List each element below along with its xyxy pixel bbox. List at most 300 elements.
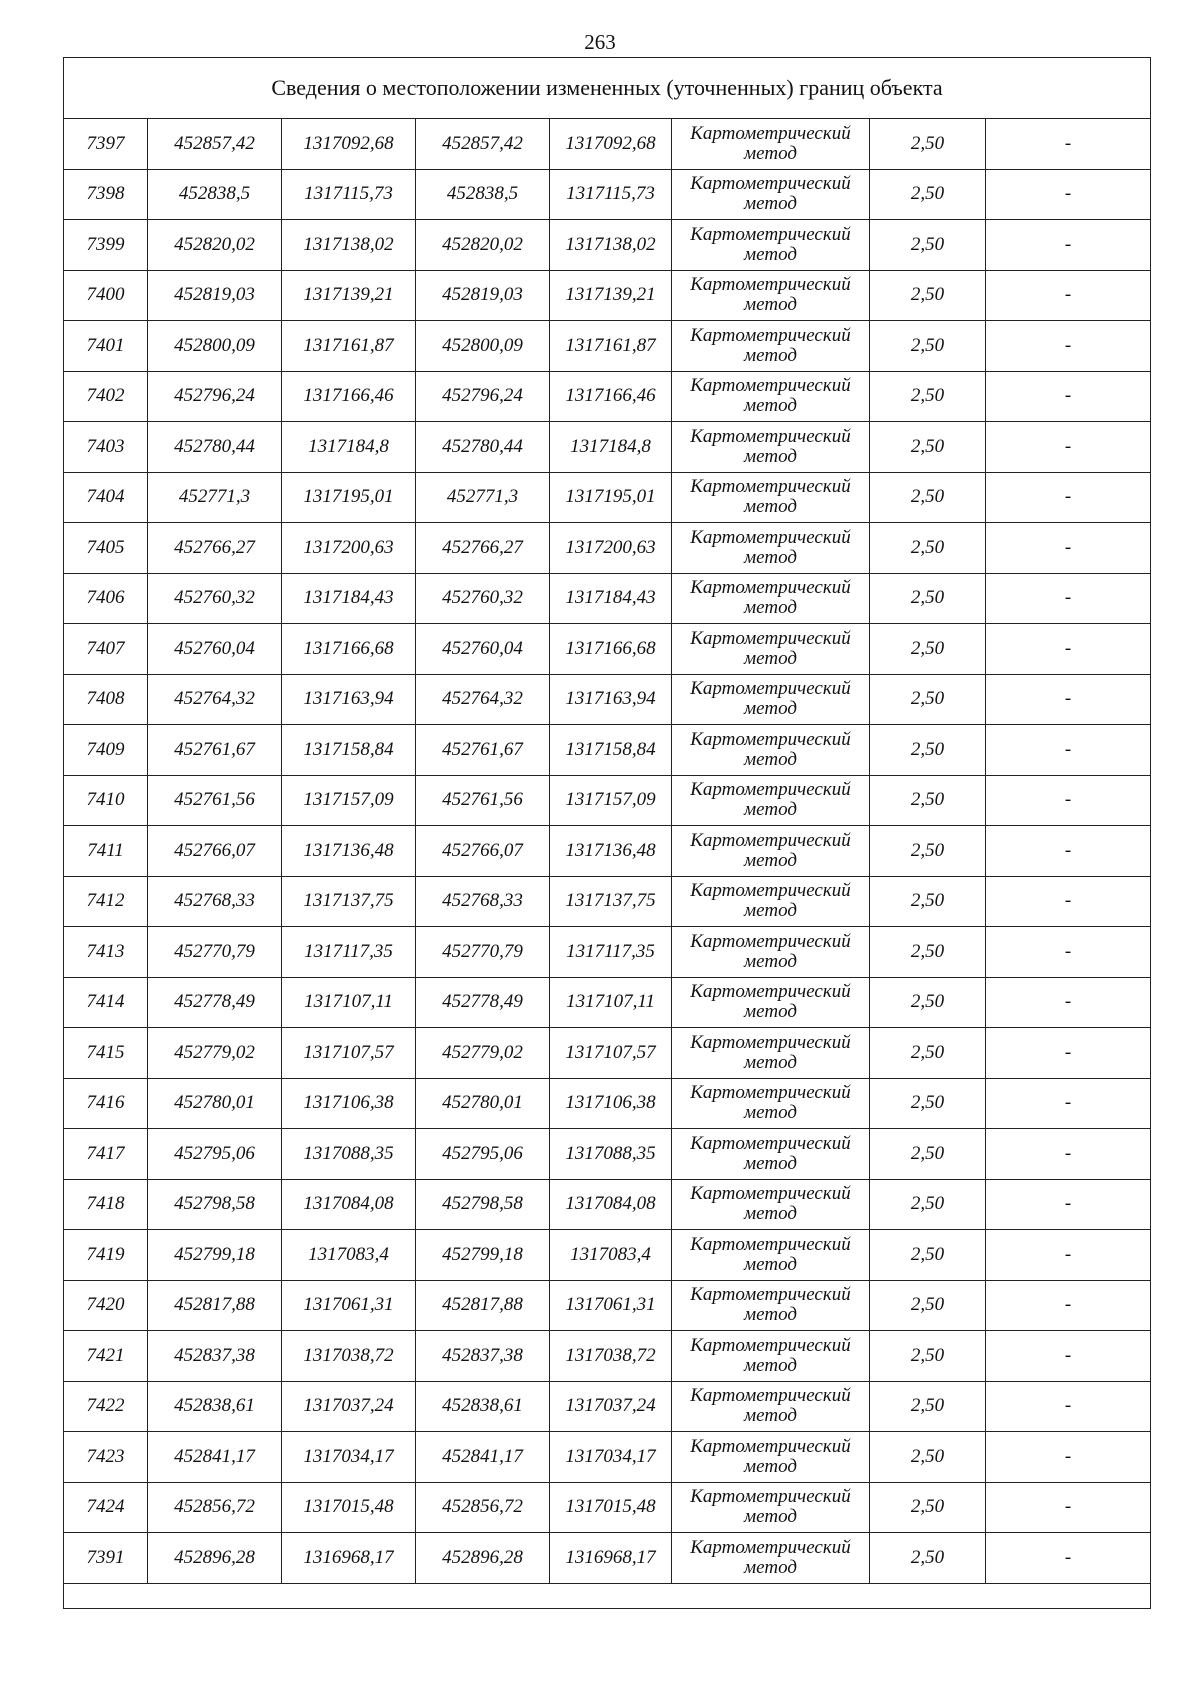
method-cell — [672, 876, 870, 927]
method-line1: Картометрический — [690, 1233, 851, 1255]
x-existing-cell: 452841,17 — [148, 1432, 282, 1483]
y-new-cell: 1317161,87 — [550, 321, 672, 372]
point-number-cell: 7423 — [64, 1432, 148, 1483]
method-cell — [672, 371, 870, 422]
method-line2: метод — [744, 647, 797, 669]
accuracy-cell: 2,50 — [870, 1280, 986, 1331]
point-number-cell: 7417 — [64, 1129, 148, 1180]
point-number-cell: 7416 — [64, 1078, 148, 1129]
x-existing-cell: 452820,02 — [148, 220, 282, 271]
table-row — [64, 725, 1151, 776]
note-cell: - — [986, 977, 1151, 1028]
y-existing-cell: 1317139,21 — [282, 270, 416, 321]
x-existing-cell: 452780,44 — [148, 422, 282, 473]
note-cell: - — [986, 927, 1151, 978]
x-new-cell: 452799,18 — [416, 1230, 550, 1281]
y-new-cell: 1317107,11 — [550, 977, 672, 1028]
y-existing-cell: 1316968,17 — [282, 1533, 416, 1584]
accuracy-cell: 2,50 — [870, 523, 986, 574]
y-new-cell: 1317106,38 — [550, 1078, 672, 1129]
note-cell: - — [986, 321, 1151, 372]
method-line1: Картометрический — [690, 476, 851, 498]
y-new-cell: 1317137,75 — [550, 876, 672, 927]
table-row — [64, 826, 1151, 877]
method-cell — [672, 1533, 870, 1584]
method-cell — [672, 119, 870, 170]
y-existing-cell: 1317138,02 — [282, 220, 416, 271]
method-line2: метод — [744, 344, 797, 366]
method-line1: Картометрический — [690, 324, 851, 346]
table-row — [64, 775, 1151, 826]
method-line1: Картометрический — [690, 1486, 851, 1508]
x-new-cell: 452768,33 — [416, 876, 550, 927]
method-line2: метод — [744, 496, 797, 518]
x-new-cell: 452766,27 — [416, 523, 550, 574]
note-cell: - — [986, 1432, 1151, 1483]
x-new-cell: 452838,5 — [416, 169, 550, 220]
y-new-cell: 1317166,68 — [550, 624, 672, 675]
x-new-cell: 452771,3 — [416, 472, 550, 523]
method-cell — [672, 573, 870, 624]
note-cell: - — [986, 1078, 1151, 1129]
accuracy-cell: 2,50 — [870, 1482, 986, 1533]
x-new-cell: 452764,32 — [416, 674, 550, 725]
table-row — [64, 169, 1151, 220]
method-line2: метод — [744, 1304, 797, 1326]
accuracy-cell: 2,50 — [870, 1179, 986, 1230]
x-existing-cell: 452896,28 — [148, 1533, 282, 1584]
method-line2: метод — [744, 849, 797, 871]
accuracy-cell: 2,50 — [870, 573, 986, 624]
accuracy-cell: 2,50 — [870, 1078, 986, 1129]
table-row — [64, 1078, 1151, 1129]
x-existing-cell: 452779,02 — [148, 1028, 282, 1079]
note-cell: - — [986, 1230, 1151, 1281]
method-line2: метод — [744, 1152, 797, 1174]
point-number-cell: 7397 — [64, 119, 148, 170]
point-number-cell: 7415 — [64, 1028, 148, 1079]
method-line1: Картометрический — [690, 1132, 851, 1154]
table-header: Сведения о местоположении измененных (уточненных) границ объекта — [64, 58, 1151, 119]
x-new-cell: 452800,09 — [416, 321, 550, 372]
method-line1: Картометрический — [690, 627, 851, 649]
note-cell: - — [986, 1331, 1151, 1382]
note-cell: - — [986, 119, 1151, 170]
note-cell: - — [986, 523, 1151, 574]
x-new-cell: 452817,88 — [416, 1280, 550, 1331]
method-cell — [672, 422, 870, 473]
point-number-cell: 7402 — [64, 371, 148, 422]
accuracy-cell: 2,50 — [870, 119, 986, 170]
x-new-cell: 452820,02 — [416, 220, 550, 271]
x-new-cell: 452856,72 — [416, 1482, 550, 1533]
accuracy-cell: 2,50 — [870, 725, 986, 776]
x-new-cell: 452796,24 — [416, 371, 550, 422]
method-line2: метод — [744, 1405, 797, 1427]
accuracy-cell: 2,50 — [870, 927, 986, 978]
x-existing-cell: 452766,27 — [148, 523, 282, 574]
point-number-cell: 7401 — [64, 321, 148, 372]
method-line1: Картометрический — [690, 678, 851, 700]
y-new-cell: 1317166,46 — [550, 371, 672, 422]
table-row — [64, 876, 1151, 927]
method-line1: Картометрический — [690, 577, 851, 599]
table-row — [64, 119, 1151, 170]
accuracy-cell: 2,50 — [870, 1533, 986, 1584]
method-line1: Картометрический — [690, 1031, 851, 1053]
note-cell: - — [986, 371, 1151, 422]
method-line1: Картометрический — [690, 728, 851, 750]
accuracy-cell: 2,50 — [870, 977, 986, 1028]
method-cell — [672, 1482, 870, 1533]
x-new-cell: 452761,56 — [416, 775, 550, 826]
note-cell: - — [986, 1381, 1151, 1432]
x-new-cell: 452770,79 — [416, 927, 550, 978]
x-existing-cell: 452771,3 — [148, 472, 282, 523]
accuracy-cell: 2,50 — [870, 1432, 986, 1483]
y-existing-cell: 1317137,75 — [282, 876, 416, 927]
accuracy-cell: 2,50 — [870, 775, 986, 826]
x-existing-cell: 452798,58 — [148, 1179, 282, 1230]
y-existing-cell: 1317166,46 — [282, 371, 416, 422]
y-existing-cell: 1317184,43 — [282, 573, 416, 624]
point-number-cell: 7403 — [64, 422, 148, 473]
point-number-cell: 7409 — [64, 725, 148, 776]
y-existing-cell: 1317200,63 — [282, 523, 416, 574]
note-cell: - — [986, 220, 1151, 271]
y-new-cell: 1317139,21 — [550, 270, 672, 321]
method-line1: Картометрический — [690, 1284, 851, 1306]
point-number-cell: 7408 — [64, 674, 148, 725]
method-line1: Картометрический — [690, 1183, 851, 1205]
method-line1: Картометрический — [690, 829, 851, 851]
method-cell — [672, 927, 870, 978]
y-existing-cell: 1317061,31 — [282, 1280, 416, 1331]
method-line2: метод — [744, 1203, 797, 1225]
x-existing-cell: 452761,56 — [148, 775, 282, 826]
accuracy-cell: 2,50 — [870, 321, 986, 372]
x-existing-cell: 452819,03 — [148, 270, 282, 321]
table-footer-row — [64, 1583, 1151, 1608]
y-new-cell: 1317088,35 — [550, 1129, 672, 1180]
note-cell: - — [986, 422, 1151, 473]
point-number-cell: 7422 — [64, 1381, 148, 1432]
x-new-cell: 452819,03 — [416, 270, 550, 321]
method-line2: метод — [744, 1051, 797, 1073]
y-new-cell: 1317083,4 — [550, 1230, 672, 1281]
x-existing-cell: 452799,18 — [148, 1230, 282, 1281]
method-cell — [672, 1179, 870, 1230]
x-existing-cell: 452760,04 — [148, 624, 282, 675]
method-line1: Картометрический — [690, 122, 851, 144]
method-cell — [672, 624, 870, 675]
accuracy-cell: 2,50 — [870, 674, 986, 725]
method-cell — [672, 523, 870, 574]
method-line1: Картометрический — [690, 779, 851, 801]
accuracy-cell: 2,50 — [870, 1230, 986, 1281]
y-new-cell: 1317163,94 — [550, 674, 672, 725]
y-new-cell: 1317038,72 — [550, 1331, 672, 1382]
method-cell — [672, 472, 870, 523]
method-line2: метод — [744, 950, 797, 972]
table-row — [64, 1280, 1151, 1331]
x-existing-cell: 452837,38 — [148, 1331, 282, 1382]
point-number-cell: 7410 — [64, 775, 148, 826]
note-cell: - — [986, 624, 1151, 675]
method-cell — [672, 1078, 870, 1129]
y-existing-cell: 1317184,8 — [282, 422, 416, 473]
table-row — [64, 624, 1151, 675]
note-cell: - — [986, 1028, 1151, 1079]
method-cell — [672, 1028, 870, 1079]
x-existing-cell: 452766,07 — [148, 826, 282, 877]
y-existing-cell: 1317083,4 — [282, 1230, 416, 1281]
method-line2: метод — [744, 142, 797, 164]
method-cell — [672, 1381, 870, 1432]
method-line1: Картометрический — [690, 1435, 851, 1457]
y-new-cell: 1317138,02 — [550, 220, 672, 271]
x-existing-cell: 452778,49 — [148, 977, 282, 1028]
method-line1: Картометрический — [690, 173, 851, 195]
table-row — [64, 371, 1151, 422]
method-line2: метод — [744, 1001, 797, 1023]
note-cell: - — [986, 826, 1151, 877]
method-line1: Картометрический — [690, 1334, 851, 1356]
y-new-cell: 1317195,01 — [550, 472, 672, 523]
x-new-cell: 452761,67 — [416, 725, 550, 776]
method-line2: метод — [744, 445, 797, 467]
point-number-cell: 7420 — [64, 1280, 148, 1331]
method-line2: метод — [744, 1102, 797, 1124]
method-line1: Картометрический — [690, 223, 851, 245]
method-line2: метод — [744, 193, 797, 215]
x-new-cell: 452896,28 — [416, 1533, 550, 1584]
method-line2: метод — [744, 1506, 797, 1528]
table-row — [64, 1331, 1151, 1382]
table-row — [64, 573, 1151, 624]
x-new-cell: 452798,58 — [416, 1179, 550, 1230]
accuracy-cell: 2,50 — [870, 169, 986, 220]
method-line2: метод — [744, 1556, 797, 1578]
table-row — [64, 1230, 1151, 1281]
table-row — [64, 270, 1151, 321]
y-existing-cell: 1317106,38 — [282, 1078, 416, 1129]
table-row — [64, 1381, 1151, 1432]
x-existing-cell: 452838,5 — [148, 169, 282, 220]
method-line1: Картометрический — [690, 981, 851, 1003]
method-line1: Картометрический — [690, 274, 851, 296]
method-line2: метод — [744, 294, 797, 316]
method-line2: метод — [744, 1354, 797, 1376]
x-existing-cell: 452838,61 — [148, 1381, 282, 1432]
y-new-cell: 1317184,43 — [550, 573, 672, 624]
y-new-cell: 1317158,84 — [550, 725, 672, 776]
point-number-cell: 7411 — [64, 826, 148, 877]
note-cell: - — [986, 876, 1151, 927]
point-number-cell: 7391 — [64, 1533, 148, 1584]
accuracy-cell: 2,50 — [870, 1331, 986, 1382]
method-cell — [672, 775, 870, 826]
accuracy-cell: 2,50 — [870, 422, 986, 473]
note-cell: - — [986, 1533, 1151, 1584]
y-new-cell: 1317084,08 — [550, 1179, 672, 1230]
method-cell — [672, 220, 870, 271]
method-line1: Картометрический — [690, 930, 851, 952]
note-cell: - — [986, 169, 1151, 220]
y-existing-cell: 1317161,87 — [282, 321, 416, 372]
y-new-cell: 1317037,24 — [550, 1381, 672, 1432]
method-line1: Картометрический — [690, 880, 851, 902]
y-new-cell: 1317092,68 — [550, 119, 672, 170]
table-row — [64, 674, 1151, 725]
y-existing-cell: 1317163,94 — [282, 674, 416, 725]
note-cell: - — [986, 472, 1151, 523]
point-number-cell: 7413 — [64, 927, 148, 978]
x-new-cell: 452795,06 — [416, 1129, 550, 1180]
method-line2: метод — [744, 900, 797, 922]
x-new-cell: 452838,61 — [416, 1381, 550, 1432]
table-row — [64, 472, 1151, 523]
point-number-cell: 7399 — [64, 220, 148, 271]
point-number-cell: 7412 — [64, 876, 148, 927]
x-existing-cell: 452764,32 — [148, 674, 282, 725]
y-new-cell: 1317117,35 — [550, 927, 672, 978]
x-existing-cell: 452817,88 — [148, 1280, 282, 1331]
x-existing-cell: 452770,79 — [148, 927, 282, 978]
note-cell: - — [986, 270, 1151, 321]
method-line2: метод — [744, 1253, 797, 1275]
y-existing-cell: 1317195,01 — [282, 472, 416, 523]
y-existing-cell: 1317038,72 — [282, 1331, 416, 1382]
y-existing-cell: 1317157,09 — [282, 775, 416, 826]
point-number-cell: 7418 — [64, 1179, 148, 1230]
table-row — [64, 220, 1151, 271]
note-cell: - — [986, 1179, 1151, 1230]
x-existing-cell: 452800,09 — [148, 321, 282, 372]
method-line2: метод — [744, 799, 797, 821]
x-new-cell: 452766,07 — [416, 826, 550, 877]
y-new-cell: 1317136,48 — [550, 826, 672, 877]
table-row — [64, 927, 1151, 978]
point-number-cell: 7406 — [64, 573, 148, 624]
method-cell — [672, 1331, 870, 1382]
x-existing-cell: 452760,32 — [148, 573, 282, 624]
accuracy-cell: 2,50 — [870, 270, 986, 321]
method-line1: Картометрический — [690, 1385, 851, 1407]
y-new-cell: 1317107,57 — [550, 1028, 672, 1079]
method-line1: Картометрический — [690, 526, 851, 548]
method-cell — [672, 1280, 870, 1331]
x-existing-cell: 452761,67 — [148, 725, 282, 776]
y-new-cell: 1317200,63 — [550, 523, 672, 574]
table-row — [64, 1533, 1151, 1584]
table-row — [64, 523, 1151, 574]
x-new-cell: 452778,49 — [416, 977, 550, 1028]
method-cell — [672, 674, 870, 725]
y-existing-cell: 1317034,17 — [282, 1432, 416, 1483]
x-new-cell: 452760,32 — [416, 573, 550, 624]
point-number-cell: 7405 — [64, 523, 148, 574]
method-cell — [672, 826, 870, 877]
accuracy-cell: 2,50 — [870, 220, 986, 271]
note-cell: - — [986, 1129, 1151, 1180]
point-number-cell: 7407 — [64, 624, 148, 675]
method-line2: метод — [744, 243, 797, 265]
table-row — [64, 422, 1151, 473]
x-existing-cell: 452780,01 — [148, 1078, 282, 1129]
y-new-cell: 1317115,73 — [550, 169, 672, 220]
y-new-cell: 1316968,17 — [550, 1533, 672, 1584]
accuracy-cell: 2,50 — [870, 1028, 986, 1079]
note-cell: - — [986, 1482, 1151, 1533]
page-number: 263 — [584, 30, 616, 54]
x-new-cell: 452841,17 — [416, 1432, 550, 1483]
method-line2: метод — [744, 1455, 797, 1477]
note-cell: - — [986, 573, 1151, 624]
x-new-cell: 452837,38 — [416, 1331, 550, 1382]
method-cell — [672, 1432, 870, 1483]
method-line1: Картометрический — [690, 1536, 851, 1558]
accuracy-cell: 2,50 — [870, 472, 986, 523]
method-line1: Картометрический — [690, 1082, 851, 1104]
x-existing-cell: 452795,06 — [148, 1129, 282, 1180]
x-existing-cell: 452768,33 — [148, 876, 282, 927]
method-line2: метод — [744, 698, 797, 720]
method-line2: метод — [744, 395, 797, 417]
y-existing-cell: 1317117,35 — [282, 927, 416, 978]
note-cell: - — [986, 775, 1151, 826]
y-existing-cell: 1317037,24 — [282, 1381, 416, 1432]
y-existing-cell: 1317084,08 — [282, 1179, 416, 1230]
y-existing-cell: 1317107,57 — [282, 1028, 416, 1079]
method-cell — [672, 270, 870, 321]
y-new-cell: 1317015,48 — [550, 1482, 672, 1533]
point-number-cell: 7414 — [64, 977, 148, 1028]
x-new-cell: 452780,01 — [416, 1078, 550, 1129]
method-line1: Картометрический — [690, 425, 851, 447]
accuracy-cell: 2,50 — [870, 826, 986, 877]
point-number-cell: 7398 — [64, 169, 148, 220]
method-line2: метод — [744, 546, 797, 568]
y-existing-cell: 1317158,84 — [282, 725, 416, 776]
table-row — [64, 321, 1151, 372]
accuracy-cell: 2,50 — [870, 876, 986, 927]
note-cell: - — [986, 1280, 1151, 1331]
method-cell — [672, 977, 870, 1028]
x-new-cell: 452780,44 — [416, 422, 550, 473]
table-row — [64, 1129, 1151, 1180]
y-new-cell: 1317034,17 — [550, 1432, 672, 1483]
note-cell: - — [986, 674, 1151, 725]
table-row — [64, 977, 1151, 1028]
y-existing-cell: 1317088,35 — [282, 1129, 416, 1180]
y-existing-cell: 1317107,11 — [282, 977, 416, 1028]
accuracy-cell: 2,50 — [870, 371, 986, 422]
method-line2: метод — [744, 597, 797, 619]
table-row — [64, 1028, 1151, 1079]
x-new-cell: 452779,02 — [416, 1028, 550, 1079]
method-line1: Картометрический — [690, 375, 851, 397]
method-cell — [672, 1129, 870, 1180]
table-row — [64, 1432, 1151, 1483]
note-cell: - — [986, 725, 1151, 776]
method-cell — [672, 169, 870, 220]
y-new-cell: 1317184,8 — [550, 422, 672, 473]
y-new-cell: 1317157,09 — [550, 775, 672, 826]
table-footer-cell — [64, 1583, 1151, 1608]
method-cell — [672, 321, 870, 372]
y-existing-cell: 1317136,48 — [282, 826, 416, 877]
